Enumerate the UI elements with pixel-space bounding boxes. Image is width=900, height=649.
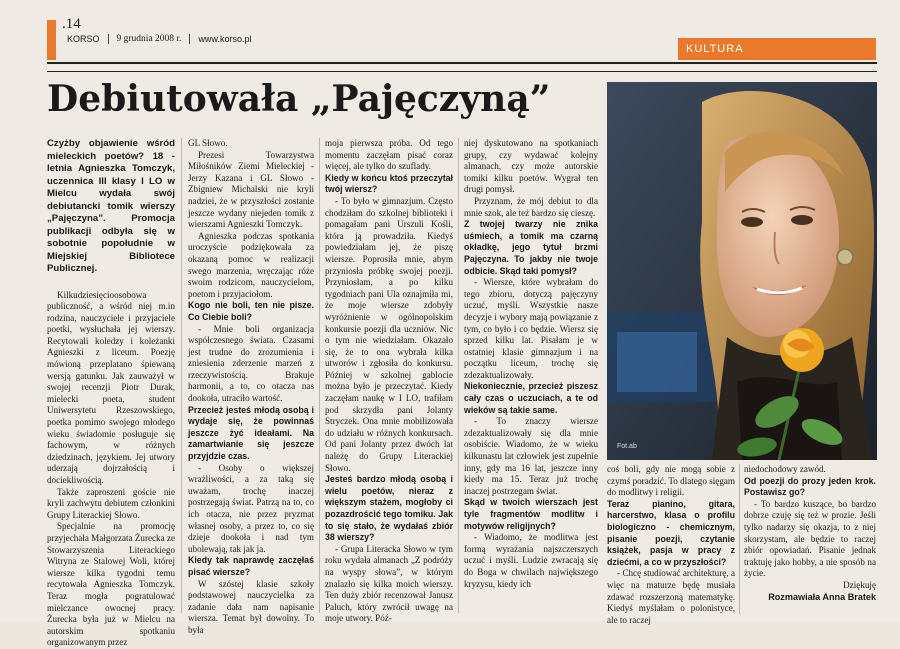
interview-question: Kogo nie boli, ten nie pisze. Co Ciebie boli? (188, 300, 314, 322)
column-5 (607, 464, 735, 625)
paragraph: Przyznam, że mój debiut to dla mnie szok, ale też bardzo się cieszę. (464, 195, 598, 218)
paragraph: moja pierwsza próba. Od tego momentu zaczęłam pisać coraz więcej, ale tylko do szuflady. (325, 138, 453, 172)
interview-answer: - To bardzo kuszące, bo bardzo dobrze czuję się też w prozie. Jeśli tylko nadarzy się okazja, to z niej skorzystam, ale będzie to raczej zbiór opowiadań. Pisanie jednak traktuję jako hobby, a nie sposób na życie. (744, 498, 876, 579)
column-divider (181, 138, 182, 613)
paragraph: GL Słowo. (188, 138, 228, 148)
interview-answer: - Osoby o większej wrażliwości, a za taką się uważam, trochę inaczej postrzegają świat. Patrzą na to, co ich otacza, nie przez pryzmat własnej osoby, a przez to, co się dzieje dookoła i nad tym ubolewają, tak jak ja. (188, 462, 314, 554)
interview-answer: - Wiadomo, że modlitwa jest formą wyrażania najszczerszych uczuć i myśli. Ludzie zwracają się do Boga w chwilach największego kryzysu, kiedy ich (464, 532, 598, 589)
column-6 (744, 464, 876, 618)
paragraph: Specjalnie na promocję przyjechała Małgorzata Żurecka ze Stowarzyszenia Literackiego Witryna ze Stalowej Woli, której wiersze kilka tygodni temu recytowała Agnieszka Tomczyk. Teraz mogła pogratulować mielczance owocnej pracy. Żurecka była już w Mielcu na autorskim spotkaniu organizowanym przez (47, 521, 175, 648)
column-divider (319, 138, 320, 613)
column-4 (464, 138, 598, 618)
paragraph: Także zaproszeni goście nie kryli zachwytu debiutem członkini Grupy Literackiej Słowo. (47, 486, 175, 520)
paper-name: KORSO (67, 34, 100, 44)
portrait-photo (607, 82, 877, 460)
interview-question: Kiedy tak naprawdę zaczęłaś pisać wiersze? (188, 555, 314, 577)
interview-answer: - Wiersze, które wybrałam do tego zbioru, dotyczą pajęczyny uczuć, myśli. Wszystkie nasze decyzje i wybory mają powiązanie z tym, co było i co będzie. Wiersz się sprzed kilku lat. Pisałam je w ostatniej klasie gimnazjum i na początku liceum, trochę się zdezaktualizowały. (464, 277, 598, 380)
section-label: KULTURA (678, 38, 876, 60)
interview-answer: - Grupa Literacka Słowo w tym roku wydała almanach „Z podróży na wyspy słowa”, w którym znalazło się kilka moich wierszy. Ten duży zbiór recenzował Janusz Paluch, który zwrócił uwagę na moje utwory. Póź- (325, 543, 453, 624)
interview-answer: - To znaczy wiersze zdezaktualizowały się dla mnie osobiście. Wiadomo, że w wieku kilkunastu lat człowiek jest zupełnie inny, gdy ma 16 lat, jeszcze inny kiedy ma 15. Teraz już trochę inaczej postrzegam świat. (464, 416, 598, 496)
photo-credit: Fot.ab (617, 443, 637, 450)
interview-question: Z twojej twarzy nie znika uśmiech, a tomik ma czarną okładkę, jego tytuł brzmi Pajęczyna. To jakby nie twoje odbicie. Skąd taki pomysł? (464, 219, 598, 276)
top-rule-thin (47, 71, 877, 72)
interview-question: Skąd w twoich wierszach jest tyle fragmentów modlitw i motywów religijnych? (464, 497, 598, 531)
author-signature: Rozmawiała Anna Bratek (768, 591, 876, 602)
interview-question: Od poezji do prozy jeden krok. Postawisz go? (744, 475, 876, 498)
website-link[interactable]: www.korso.pl (198, 34, 252, 44)
interview-answer: W szóstej klasie szkoły podstawowej nauczycielka za zadanie dała nam napisanie wiersza. Temat był dowolny. To była (188, 578, 314, 635)
interview-answer: - To było w gimnazjum. Często chodziłam do szkolnej biblioteki i pomagałam pani Urszuli Kośli, która ją prowadziła. Kiedyś powiedziałam jej, że piszę wiersze. Poprosiła mnie, abym przyniosła próbkę swojej poezji. Przyniosłam, a po kilku tygodniach pani Ula oznajmiła mi, że moje wiersze zdobyły wyróżnienie w ogólnopolskim konkursie poezji dla uczniów. Nic o tym nie wiedziałam. Okazało się, że to ona wybrała kilka utworów i zgłosiła do konkursu. Później w szkolnej gablocie można było je przeczytać. Kiedy zaczęłam naukę w I LO, trafiłam pod skrzydła pani Jolanty Stryczek. Ona mnie mobilizowała do udziału w różnych konkursach. Od pani Jolanty przez dwóch lat należę do Grupy Literackiej Słowo. (325, 195, 453, 473)
interview-question: Niekoniecznie, przecież piszesz cały czas o uczuciach, a te od wieków są takie same. (464, 381, 598, 415)
interview-question: Teraz pianino, gitara, harcerstwo, klasa o profilu biologiczno - chemicznym, pisanie poezji, czytanie książek, pasja w pracy z dziećmi, a co w przyszłości? (607, 498, 735, 567)
article-title: Debiutowała „Pajęczyną” (47, 78, 551, 120)
page-number: .14 (62, 16, 81, 32)
paragraph: coś boli, gdy nie mogą sobie z czymś poradzić. To dlatego sięgam do modlitwy i religii. (607, 464, 735, 498)
interview-answer: - Mnie boli organizacja współczesnego świata. Czasami jest trudne do zrozumienia i zniesienia zderzenie marzeń z rzeczywistością. Brakuje harmonii, a to, co otacza nas dookoła, utraciło wartość. (188, 323, 314, 404)
column-3 (325, 138, 453, 624)
interview-question: Przecież jesteś młodą osobą i wydaje się, że powinnaś jeszcze żyć ideałami. Na zamartwianie się jeszcze przyjdzie czas. (188, 404, 314, 462)
paragraph: niedochodowy zawód. (744, 464, 826, 474)
paragraph: niej dyskutowano na spotkaniach grupy, czy wydawać kolejny almanach, czy może autorskie tomiki kilku poetów. Wygrał ten drugi pomysł. (464, 138, 598, 195)
masthead-line (47, 34, 251, 44)
column-1 (47, 138, 175, 648)
portrait-illustration (607, 82, 877, 460)
interview-question: Jesteś bardzo młodą osobą i wielu poetów, nieraz z większym stażem, mogłoby ci pozazdrościć tego tomiku. Jak to się stało, że wydałaś zbiór 38 wierszy? (325, 474, 453, 543)
paragraph: Agnieszka podczas spotkania uroczyście podziękowała za okazaną pomoc w realizacji swego marzenia, wręczając róże swoim rodzicom, nauczycielom, poetom i przyjaciołom. (188, 230, 314, 299)
paragraph: Kilkudziesięcioosobowa publiczność, a wśród niej m.in rodzina, nauczyciele i przyjaciele poetki, wysłuchała jej wierszy. Recytowali koledzy i koleżanki Agnieszki z liceum. Poezję mówioną przeplatano śpiewaną wersją gatunku. Jak zauważył w swojej recenzji Piotr Durak, mielecki poeta, student Uniwersytetu Rzeszowskiego, poetka pomimo swojego młodego wieku świadomie posługuje się fachowym, w różnych dziedzinach, językiem. Jej utwory uderzają dojrzałością i dociekliwością. (47, 289, 175, 485)
interview-answer: - Chcę studiować architekturę, a więc na maturze będę musiała zdawać rozszerzoną matematykę. Kiedyś myślałam o polonistyce, ale to raczej (607, 568, 735, 625)
paragraph: Prezesi Towarzystwa Miłośników Ziemi Mieleckiej - Jerzy Kazana i GL Słowo - Zbigniew Michalski nie kryli nadziei, że w przyszłości zostanie jeszcze wydany niejeden tomik z wierszami Agnieszki Tomczyk. (188, 149, 314, 230)
article-lead: Czyżby objawienie wśród mieleckich poetów? 18 - letnia Agnieszka Tomczyk, uczennica III klasy I LO w Mielcu wydała swój debiutancki tomik wierszy „Pajęczyna”. Promocja publikacji odbyła się w sobotnie popołudnie w Miejskiej Bibliotece Publicznej. (47, 138, 175, 274)
interview-question: Kiedy w końcu ktoś przeczytał twój wiersz? (325, 172, 453, 195)
top-rule (47, 62, 877, 64)
thanks-note: Dziękuję (843, 579, 876, 590)
column-divider (458, 138, 459, 613)
issue-date: 9 grudnia 2008 r. (116, 34, 182, 44)
column-divider (739, 464, 740, 614)
column-2 (188, 138, 314, 635)
